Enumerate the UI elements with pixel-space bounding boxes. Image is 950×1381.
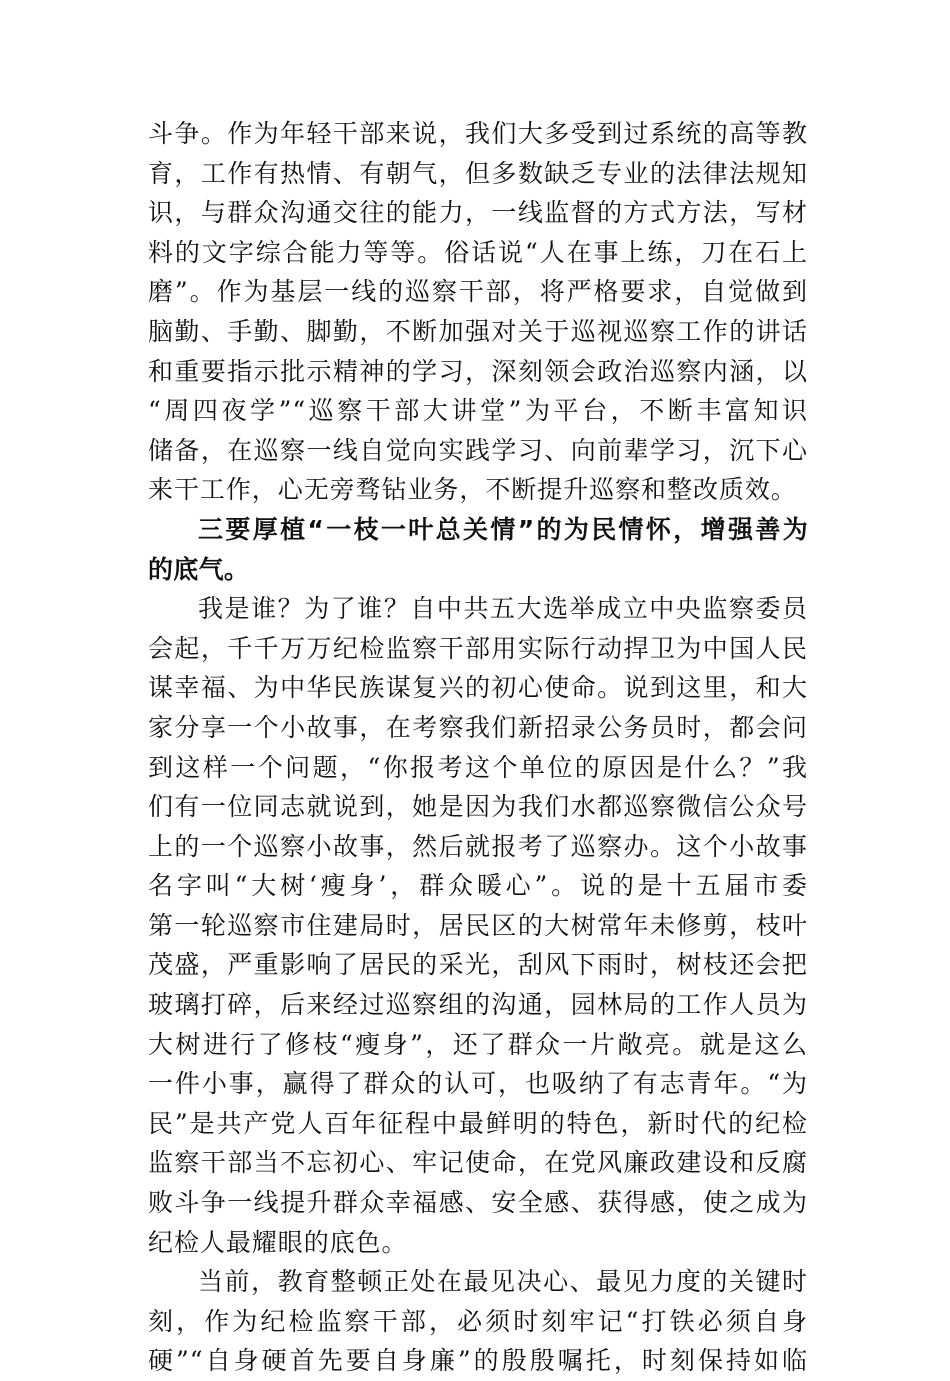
text-line: 名字叫“大树‘瘦身’，群众暖心”。说的是十五届市委 <box>148 871 808 901</box>
text-line: 料的文字综合能力等等。俗话说“人在事上练，刀在石上 <box>148 237 808 267</box>
text-line: 上的一个巡察小故事，然后就报考了巡察办。这个小故事 <box>148 831 808 861</box>
text-line: 到这样一个问题，“你报考这个单位的原因是什么？”我 <box>148 752 808 782</box>
text-line: 纪检人最耀眼的底色。 <box>148 1227 408 1257</box>
text-line: 识，与群众沟通交往的能力，一线监督的方式方法，写材 <box>148 198 808 228</box>
text-line: 斗争。作为年轻干部来说，我们大多受到过系统的高等教 <box>148 119 808 148</box>
body-paragraph <box>148 1262 808 1381</box>
text-line: 育，工作有热情、有朝气，但多数缺乏专业的法律法规知 <box>148 158 808 188</box>
text-line: 第一轮巡察市住建局时，居民区的大树常年未修剪，枝叶 <box>148 910 808 940</box>
text-line: 监察干部当不忘初心、牢记使命，在党风廉政建设和反腐 <box>148 1148 808 1178</box>
text-line: 一件小事，赢得了群众的认可，也吸纳了有志青年。“为 <box>148 1069 808 1099</box>
text-line: 大树进行了修枝“瘦身”，还了群众一片敞亮。就是这么 <box>148 1029 808 1059</box>
text-line: 脑勤、手勤、脚勤，不断加强对关于巡视巡察工作的讲话 <box>148 316 808 346</box>
heading-line: 的底气。 <box>148 554 250 584</box>
text-line: 刻，作为纪检监察干部，必须时刻牢记“打铁必须自身 <box>148 1306 808 1336</box>
text-line: “周四夜学”“巡察干部大讲堂”为平台，不断丰富知识 <box>148 396 808 426</box>
document-page <box>148 114 808 1381</box>
heading-line: 三要厚植“一枝一叶总关情”的为民情怀，增强善为 <box>198 514 808 544</box>
text-line: 败斗争一线提升群众幸福感、安全感、获得感，使之成为 <box>148 1188 808 1218</box>
text-line: 当前，教育整顿正处在最见决心、最见力度的关键时 <box>198 1267 808 1297</box>
section-heading <box>148 510 808 589</box>
text-line: 们有一位同志就说到，她是因为我们水都巡察微信公众号 <box>148 792 808 822</box>
text-line: 会起，千千万万纪检监察干部用实际行动捍卫为中国人民 <box>148 633 808 663</box>
text-line: 玻璃打碎，后来经过巡察组的沟通，园林局的工作人员为 <box>148 990 808 1020</box>
text-line: 家分享一个小故事，在考察我们新招录公务员时，都会问 <box>148 712 808 742</box>
text-line: 来干工作，心无旁骛钻业务，不断提升巡察和整改质效。 <box>148 475 797 505</box>
text-line: 谋幸福、为中华民族谋复兴的初心使命。说到这里，和大 <box>148 673 808 703</box>
text-line: 民”是共产党人百年征程中最鲜明的特色，新时代的纪检 <box>148 1108 808 1138</box>
body-paragraph <box>148 589 808 1262</box>
text-line: 和重要指示批示精神的学习，深刻领会政治巡察内涵，以 <box>148 356 808 386</box>
text-line: 储备，在巡察一线自觉向实践学习、向前辈学习，沉下心 <box>148 435 808 465</box>
text-line: 磨”。作为基层一线的巡察干部，将严格要求，自觉做到 <box>148 277 808 307</box>
text-line: 茂盛，严重影响了居民的采光，刮风下雨时，树枝还会把 <box>148 950 808 980</box>
body-paragraph <box>148 114 808 510</box>
text-line: 硬”“自身硬首先要自身廉”的殷殷嘱托，时刻保持如临 <box>148 1346 808 1376</box>
text-line: 我是谁？为了谁？自中共五大选举成立中央监察委员 <box>198 594 808 624</box>
